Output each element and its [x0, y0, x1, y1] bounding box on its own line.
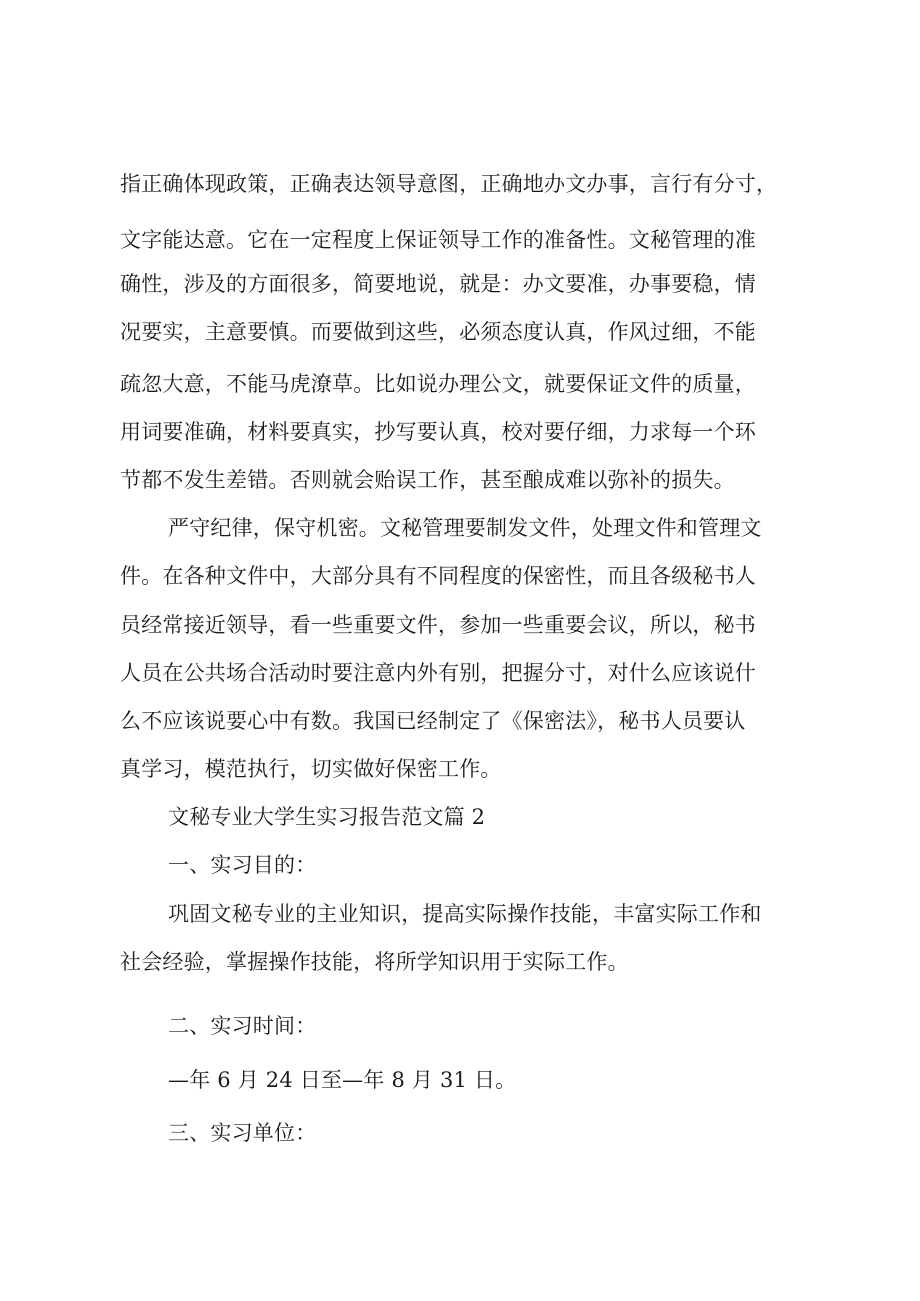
text-line: 节都不发生差错。否则就会贻误工作，甚至酿成难以弥补的损失。: [120, 468, 735, 492]
text-line: 指正确体现政策，正确表达领导意图，正确地办文办事，言行有分寸，: [120, 172, 778, 196]
section-heading: 三、实习单位：: [168, 1121, 317, 1145]
text-line: 用词要准确，材料要真实，抄写要认真，校对要仔细，力求每一个环: [120, 420, 756, 444]
text-line: 文字能达意。它在一定程度上保证领导工作的准备性。文秘管理的准: [120, 228, 756, 252]
section-heading: 文秘专业大学生实习报告范文篇 2: [168, 805, 486, 829]
section-heading: 一、实习目的：: [168, 853, 317, 877]
section-heading: 二、实习时间：: [168, 1014, 317, 1038]
text-line: 确性，涉及的方面很多，简要地说，就是：办文要准，办事要稳，情: [120, 272, 756, 296]
paragraph-first-line: 严守纪律，保守机密。文秘管理要制发文件，处理文件和管理文: [168, 516, 762, 540]
text-line: 社会经验，掌握操作技能，将所学知识用于实际工作。: [120, 950, 629, 974]
paragraph-first-line: 巩固文秘专业的主业知识，提高实际操作技能，丰富实际工作和: [168, 902, 762, 926]
text-line: 况要实，主意要慎。而要做到这些，必须态度认真，作风过细，不能: [120, 320, 756, 344]
text-line: 真学习，模范执行，切实做好保密工作。: [120, 757, 502, 781]
text-line: 人员在公共场合活动时要注意内外有别，把握分寸，对什么应该说什: [120, 661, 756, 685]
text-line: 件。在各种文件中，大部分具有不同程度的保密性，而且各级秘书人: [120, 564, 756, 588]
text-line: —年 6 月 24 日至—年 8 月 31 日。: [168, 1068, 517, 1092]
text-line: 疏忽大意，不能马虎潦草。比如说办理公文，就要保证文件的质量，: [120, 372, 756, 396]
text-line: 员经常接近领导，看一些重要文件，参加一些重要会议，所以，秘书: [120, 613, 756, 637]
text-line: 么不应该说要心中有数。我国已经制定了《保密法》，秘书人员要认: [120, 709, 746, 733]
